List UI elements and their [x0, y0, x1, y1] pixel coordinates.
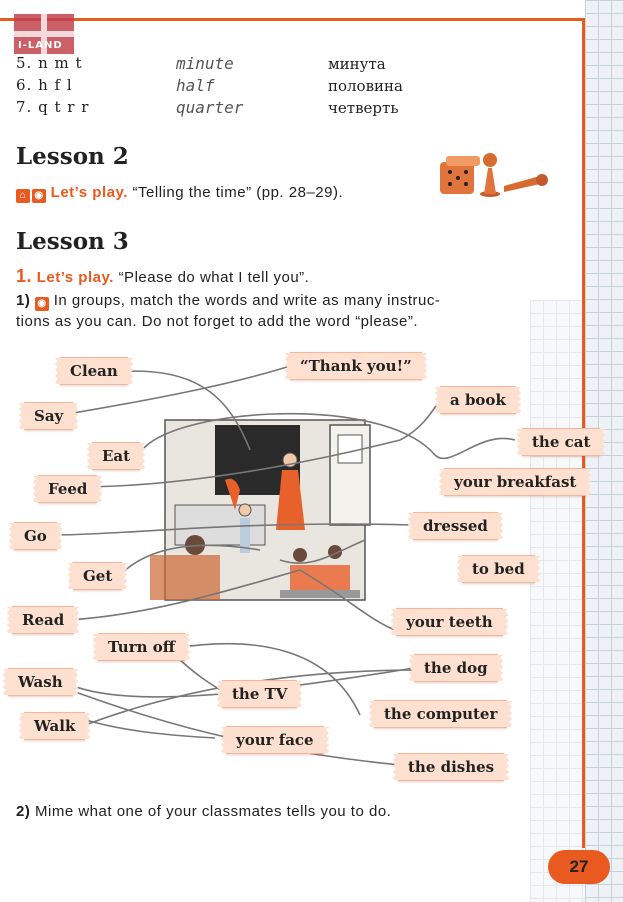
word-tag-right[interactable]: your breakfast	[444, 468, 586, 496]
word-tag-left[interactable]: Read	[12, 606, 74, 634]
word-tag-right[interactable]: a book	[440, 386, 516, 414]
home-icon: ⌂	[16, 189, 30, 203]
exercise-1-heading: 1. Let’s play. “Please do what I tell you”.	[16, 266, 310, 286]
vocab-handwritten: quarter	[176, 98, 244, 117]
cd-icon: ◉	[35, 297, 49, 311]
vocab-row: 5. n m t	[16, 54, 83, 72]
word-tag-left[interactable]: Feed	[38, 475, 97, 503]
word-tag-left[interactable]: Go	[14, 522, 57, 550]
word-tag-left[interactable]: Clean	[60, 357, 128, 385]
word-tag-right[interactable]: to bed	[462, 555, 535, 583]
vocab-row: 6. h f l	[16, 76, 73, 94]
matching-exercise	[0, 330, 623, 810]
vocab-translation: четверть	[328, 99, 399, 117]
vocab-translation: половина	[328, 77, 403, 95]
word-tag-right[interactable]: “Thank you!”	[290, 352, 422, 380]
task-1-line2: tions as you can. Do not forget to add the word “please”.	[16, 313, 419, 330]
vocab-handwritten: minute	[176, 54, 234, 73]
classroom-drawing	[150, 420, 370, 600]
word-tag-left[interactable]: Turn off	[98, 633, 185, 661]
page-number: 27	[548, 850, 610, 884]
lesson2-title: Lesson 2	[16, 143, 129, 170]
word-tag-left[interactable]: Walk	[24, 712, 85, 740]
i-land-logo: I-LAND	[14, 14, 74, 54]
vocab-translation: минута	[328, 55, 386, 73]
word-tag-right[interactable]: dressed	[413, 512, 498, 540]
word-tag-right[interactable]: the TV	[222, 680, 297, 708]
word-tag-right[interactable]: the cat	[522, 428, 600, 456]
word-tag-right[interactable]: the computer	[374, 700, 507, 728]
task-2: 2) Mime what one of your classmates tells you to do.	[16, 803, 392, 820]
word-tag-right[interactable]: the dishes	[398, 753, 504, 781]
word-tag-right[interactable]: your face	[226, 726, 324, 754]
vocab-handwritten: half	[176, 76, 215, 95]
word-tag-left[interactable]: Wash	[8, 668, 73, 696]
word-tag-left[interactable]: Say	[24, 402, 73, 430]
lesson2-activity: ⌂ ◉ Let’s play. “Telling the time” (pp. 28–29).	[16, 184, 343, 203]
word-tag-left[interactable]: Eat	[92, 442, 140, 470]
word-tag-right[interactable]: the dog	[414, 654, 498, 682]
dice-and-pawn-illustration	[432, 150, 552, 202]
task-1-line1: 1) ◉ In groups, match the words and write as many instruc-	[16, 292, 441, 309]
cd-icon: ◉	[32, 189, 46, 203]
lesson3-title: Lesson 3	[16, 228, 129, 255]
top-rule	[0, 18, 585, 21]
vocab-row: 7. q t r r	[16, 98, 90, 116]
word-tag-left[interactable]: Get	[73, 562, 122, 590]
word-tag-right[interactable]: your teeth	[396, 608, 503, 636]
